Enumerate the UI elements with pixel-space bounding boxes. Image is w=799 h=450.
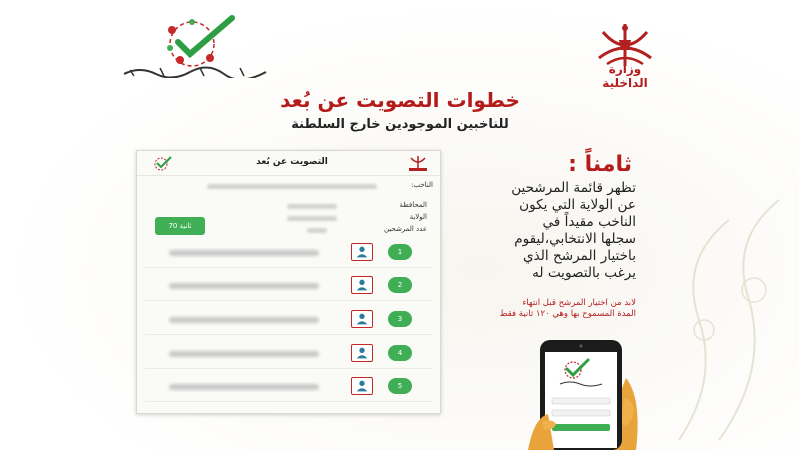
hand-holding-phone-icon (528, 338, 642, 450)
wilayat-value-redacted (287, 216, 337, 221)
voting-screen-mockup (136, 150, 441, 414)
candidate-number: 4 (388, 345, 412, 361)
wilayat-label: الولاية (409, 213, 427, 221)
governorate-value-redacted (287, 204, 337, 209)
candidate-row[interactable] (145, 306, 432, 335)
voter-label: الناخب: (411, 181, 433, 189)
candidate-row[interactable] (145, 373, 432, 402)
ministry-name: وزارة الداخلية (602, 62, 648, 90)
step-line: باختيار المرشح الذي (522, 248, 636, 264)
background-ornament-icon (659, 180, 799, 450)
note-line: لابد من اختيار المرشح قبل انتهاء (522, 298, 636, 308)
step-line: سجلها الانتخابي،ليقوم (514, 231, 636, 247)
candidate-person-icon (351, 276, 373, 294)
note-line: المدة المسموح بها وهي ١٢٠ ثانية فقط (499, 309, 636, 319)
candidate-name-redacted (169, 250, 319, 256)
screen-header (137, 151, 440, 176)
step-heading: ثامناً : (568, 152, 632, 177)
candidate-row[interactable] (145, 272, 432, 301)
oman-emblem-icon (403, 154, 433, 172)
candidates-count-value-redacted (307, 228, 327, 233)
voter-name-redacted (207, 184, 377, 189)
governorate-label: المحافظة (399, 201, 427, 209)
step-line: يرغب بالتصويت له (532, 265, 636, 281)
candidate-name-redacted (169, 283, 319, 289)
candidate-number: 2 (388, 277, 412, 293)
candidate-person-icon (351, 344, 373, 362)
step-line: عن الولاية التي يكون (519, 197, 636, 213)
step-line: الناخب مقيداً في (542, 214, 636, 230)
election-checkmark-logo-icon (152, 14, 238, 70)
candidate-person-icon (351, 377, 373, 395)
candidate-name-redacted (169, 317, 319, 323)
candidate-row[interactable] (145, 340, 432, 369)
step-note (430, 298, 636, 320)
step-line: تظهر قائمة المرشحين (511, 180, 636, 196)
election-logo-calligraphy-icon (120, 64, 270, 78)
page-title: خطوات التصويت عن بُعد (280, 88, 520, 112)
election-checkmark-logo-icon (151, 154, 173, 172)
page-subtitle: للناخبين الموجودين خارج السلطنة (291, 117, 509, 132)
candidate-row[interactable] (145, 239, 432, 268)
candidate-person-icon (351, 310, 373, 328)
candidate-number: 1 (388, 244, 412, 260)
screen-title: التصويت عن بُعد (256, 157, 328, 167)
candidate-person-icon (351, 243, 373, 261)
candidate-name-redacted (169, 384, 319, 390)
candidate-number: 3 (388, 311, 412, 327)
countdown-timer: 70 ثانية (155, 217, 205, 235)
step-description (440, 180, 636, 282)
candidate-number: 5 (388, 378, 412, 394)
candidates-count-label: عدد المرشحين (383, 225, 427, 233)
candidate-name-redacted (169, 351, 319, 357)
